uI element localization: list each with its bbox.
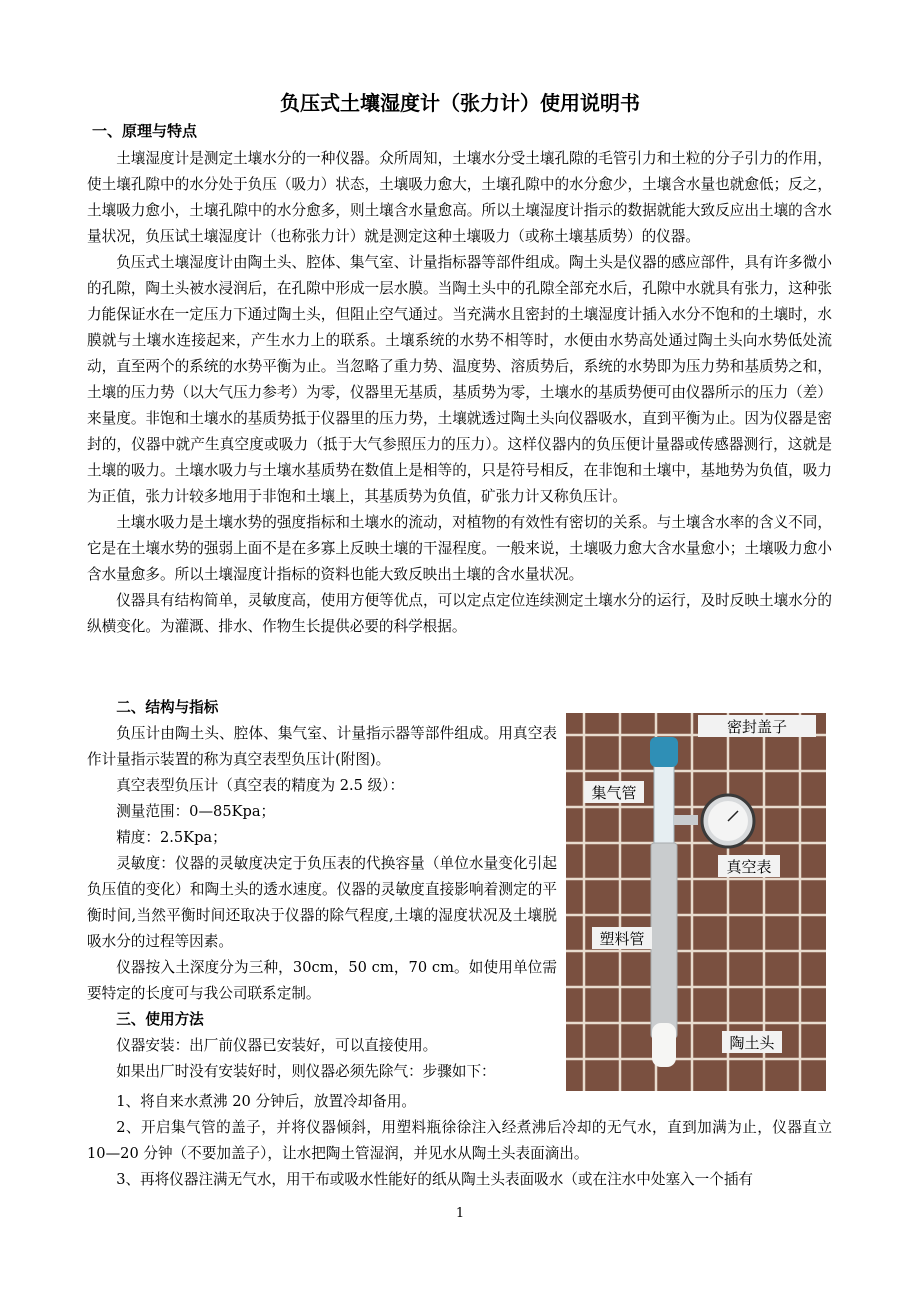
seal-cap	[650, 737, 678, 767]
spec-line: 灵敏度：仪器的灵敏度决定于负压表的代换容量（单位水量变化引起负压值的变化）和陶土头的透水速度。仪器的灵敏度直接影响着测定的平衡时间,当然平衡时间还取决于仪器的除气程度,土壤的湿度状况及土壤脱吸水分的过程等因素。	[87, 855, 557, 950]
label-gauge: 真空表	[726, 858, 772, 876]
step-item: 2、开启集气管的盖子，并将仪器倾斜，用塑料瓶徐徐注入经煮沸后冷却的无气水，直到加满为止，仪器直立 10—20 分钟（不要加盖子），让水把陶土管湿润，并见水从陶土头表面滴出。	[87, 1119, 832, 1162]
tensiometer-photo	[566, 713, 826, 1091]
label-gas-tube: 集气管	[591, 784, 637, 802]
gauge-connector	[674, 815, 698, 825]
spec-line: 精度：2.5Kpa；	[116, 829, 227, 846]
step-item: 1、将自来水煮沸 20 分钟后，放置冷却备用。	[116, 1093, 417, 1110]
ceramic-tip	[652, 1023, 676, 1067]
tile-wall	[566, 713, 826, 1091]
spec-line: 测量范围：0—85Kpa；	[116, 803, 276, 820]
section3-steps	[87, 1089, 832, 1193]
section1-body	[87, 146, 832, 640]
spec-line: 仪器按入土深度分为三种，30cm，50 cm，70 cm。如使用单位需要特定的长度可与我公司联系定制。	[87, 959, 557, 1002]
section3-heading: 三、使用方法	[116, 1011, 204, 1028]
spec-line: 真空表型负压计（真空表的精度为 2.5 级）：	[116, 777, 405, 794]
document-title: 负压式土壤湿度计（张力计）使用说明书	[280, 91, 640, 115]
paragraph: 土壤水吸力是土壤水势的强度指标和土壤水的流动，对植物的有效性有密切的关系。与土壤含水率的含义不同，它是在土壤水势的强弱上面不是在多寡上反映土壤的干湿程度。一般来说，土壤吸力愈大含水量愈小；土壤吸力愈小含水量愈多。所以土壤湿度计指标的资料也能大致反映出土壤的含水量状况。	[87, 514, 832, 583]
step-item: 3、再将仪器注满无气水，用干布或吸水性能好的纸从陶土头表面吸水（或在注水中处塞入一个插有	[116, 1171, 754, 1188]
paragraph: 仪器具有结构简单，灵敏度高，使用方便等优点，可以定点定位连续测定土壤水分的运行，及时反映土壤水分的纵横变化。为灌溉、排水、作物生长提供必要的科学根据。	[87, 592, 832, 635]
label-cap: 密封盖子	[726, 718, 788, 736]
tensiometer-illustration	[566, 713, 826, 1091]
page-number: 1	[455, 1206, 465, 1221]
paragraph: 负压式土壤湿度计由陶土头、腔体、集气室、计量指标器等部件组成。陶土头是仪器的感应部件，具有许多微小的孔隙，陶土头被水浸润后，在孔隙中形成一层水膜。当陶土头中的孔隙全部充水后，孔隙中水就具有张力，这种张力能保证水在一定压力下通过陶土头，但阻止空气通过。当充满水且密封的土壤湿度计插入水分不饱和的土壤时，水膜就与土壤水连接起来，产生水力上的联系。土壤系统的水势不相等时，水便由水势高处通过陶土头向水势低处流动，直至两个的系统的水势平衡为止。当忽略了重力势、温度势、溶质势后，系统的水势即为压力势和基质势之和，土壤的压力势（以大气压力参考）为零，仪器里无基质，基质势为零，土壤水的基质势便可由仪器所示的压力（差）来量度。非饱和土壤水的基质势抵于仪器里的压力势，土壤就透过陶土头向仪器吸水，直到平衡为止。因为仪器是密封的，仪器中就产生真空度或吸力（抵于大气参照压力的压力）。这样仪器内的负压便计量器或传感器测行，这就是土壤的吸力。土壤水吸力与土壤水基质势在数值上是相等的，只是符号相反，在非饱和土壤中，基地势为负值，吸力为正值，张力计较多地用于非饱和土壤上，其基质势为负值，矿张力计又称负压计。	[87, 254, 832, 505]
section2-heading: 二、结构与指标	[116, 699, 219, 716]
section1-heading: 一、原理与特点	[92, 122, 198, 140]
section2-block	[87, 695, 557, 1085]
spec-line: 负压计由陶土头、腔体、集气室、计量指示器等部件组成。用真空表作计量指示装置的称为真空表型负压计(附图)。	[87, 725, 557, 768]
label-plastic-tube: 塑料管	[599, 930, 645, 948]
gas-tube	[654, 763, 674, 845]
usage-line: 如果出厂时没有安装好时，则仪器必须先除气：步骤如下：	[116, 1063, 496, 1080]
usage-line: 仪器安装：出厂前仪器已安装好，可以直接使用。	[116, 1037, 438, 1054]
label-ceramic-tip: 陶土头	[729, 1034, 775, 1052]
paragraph: 土壤湿度计是测定土壤水分的一种仪器。众所周知，土壤水分受土壤孔隙的毛管引力和土粒的分子引力的作用，使土壤孔隙中的水分处于负压（吸力）状态，土壤吸力愈大，土壤孔隙中的水分愈少，土壤含水量也就愈低；反之，土壤吸力愈小，土壤孔隙中的水分愈多，则土壤含水量愈高。所以土壤湿度计指示的数据就能大致反应出土壤的含水量状况，负压试土壤湿度计（也称张力计）就是测定这种土壤吸力（或称土壤基质势）的仪器。	[87, 150, 832, 245]
plastic-tube	[651, 843, 677, 1038]
